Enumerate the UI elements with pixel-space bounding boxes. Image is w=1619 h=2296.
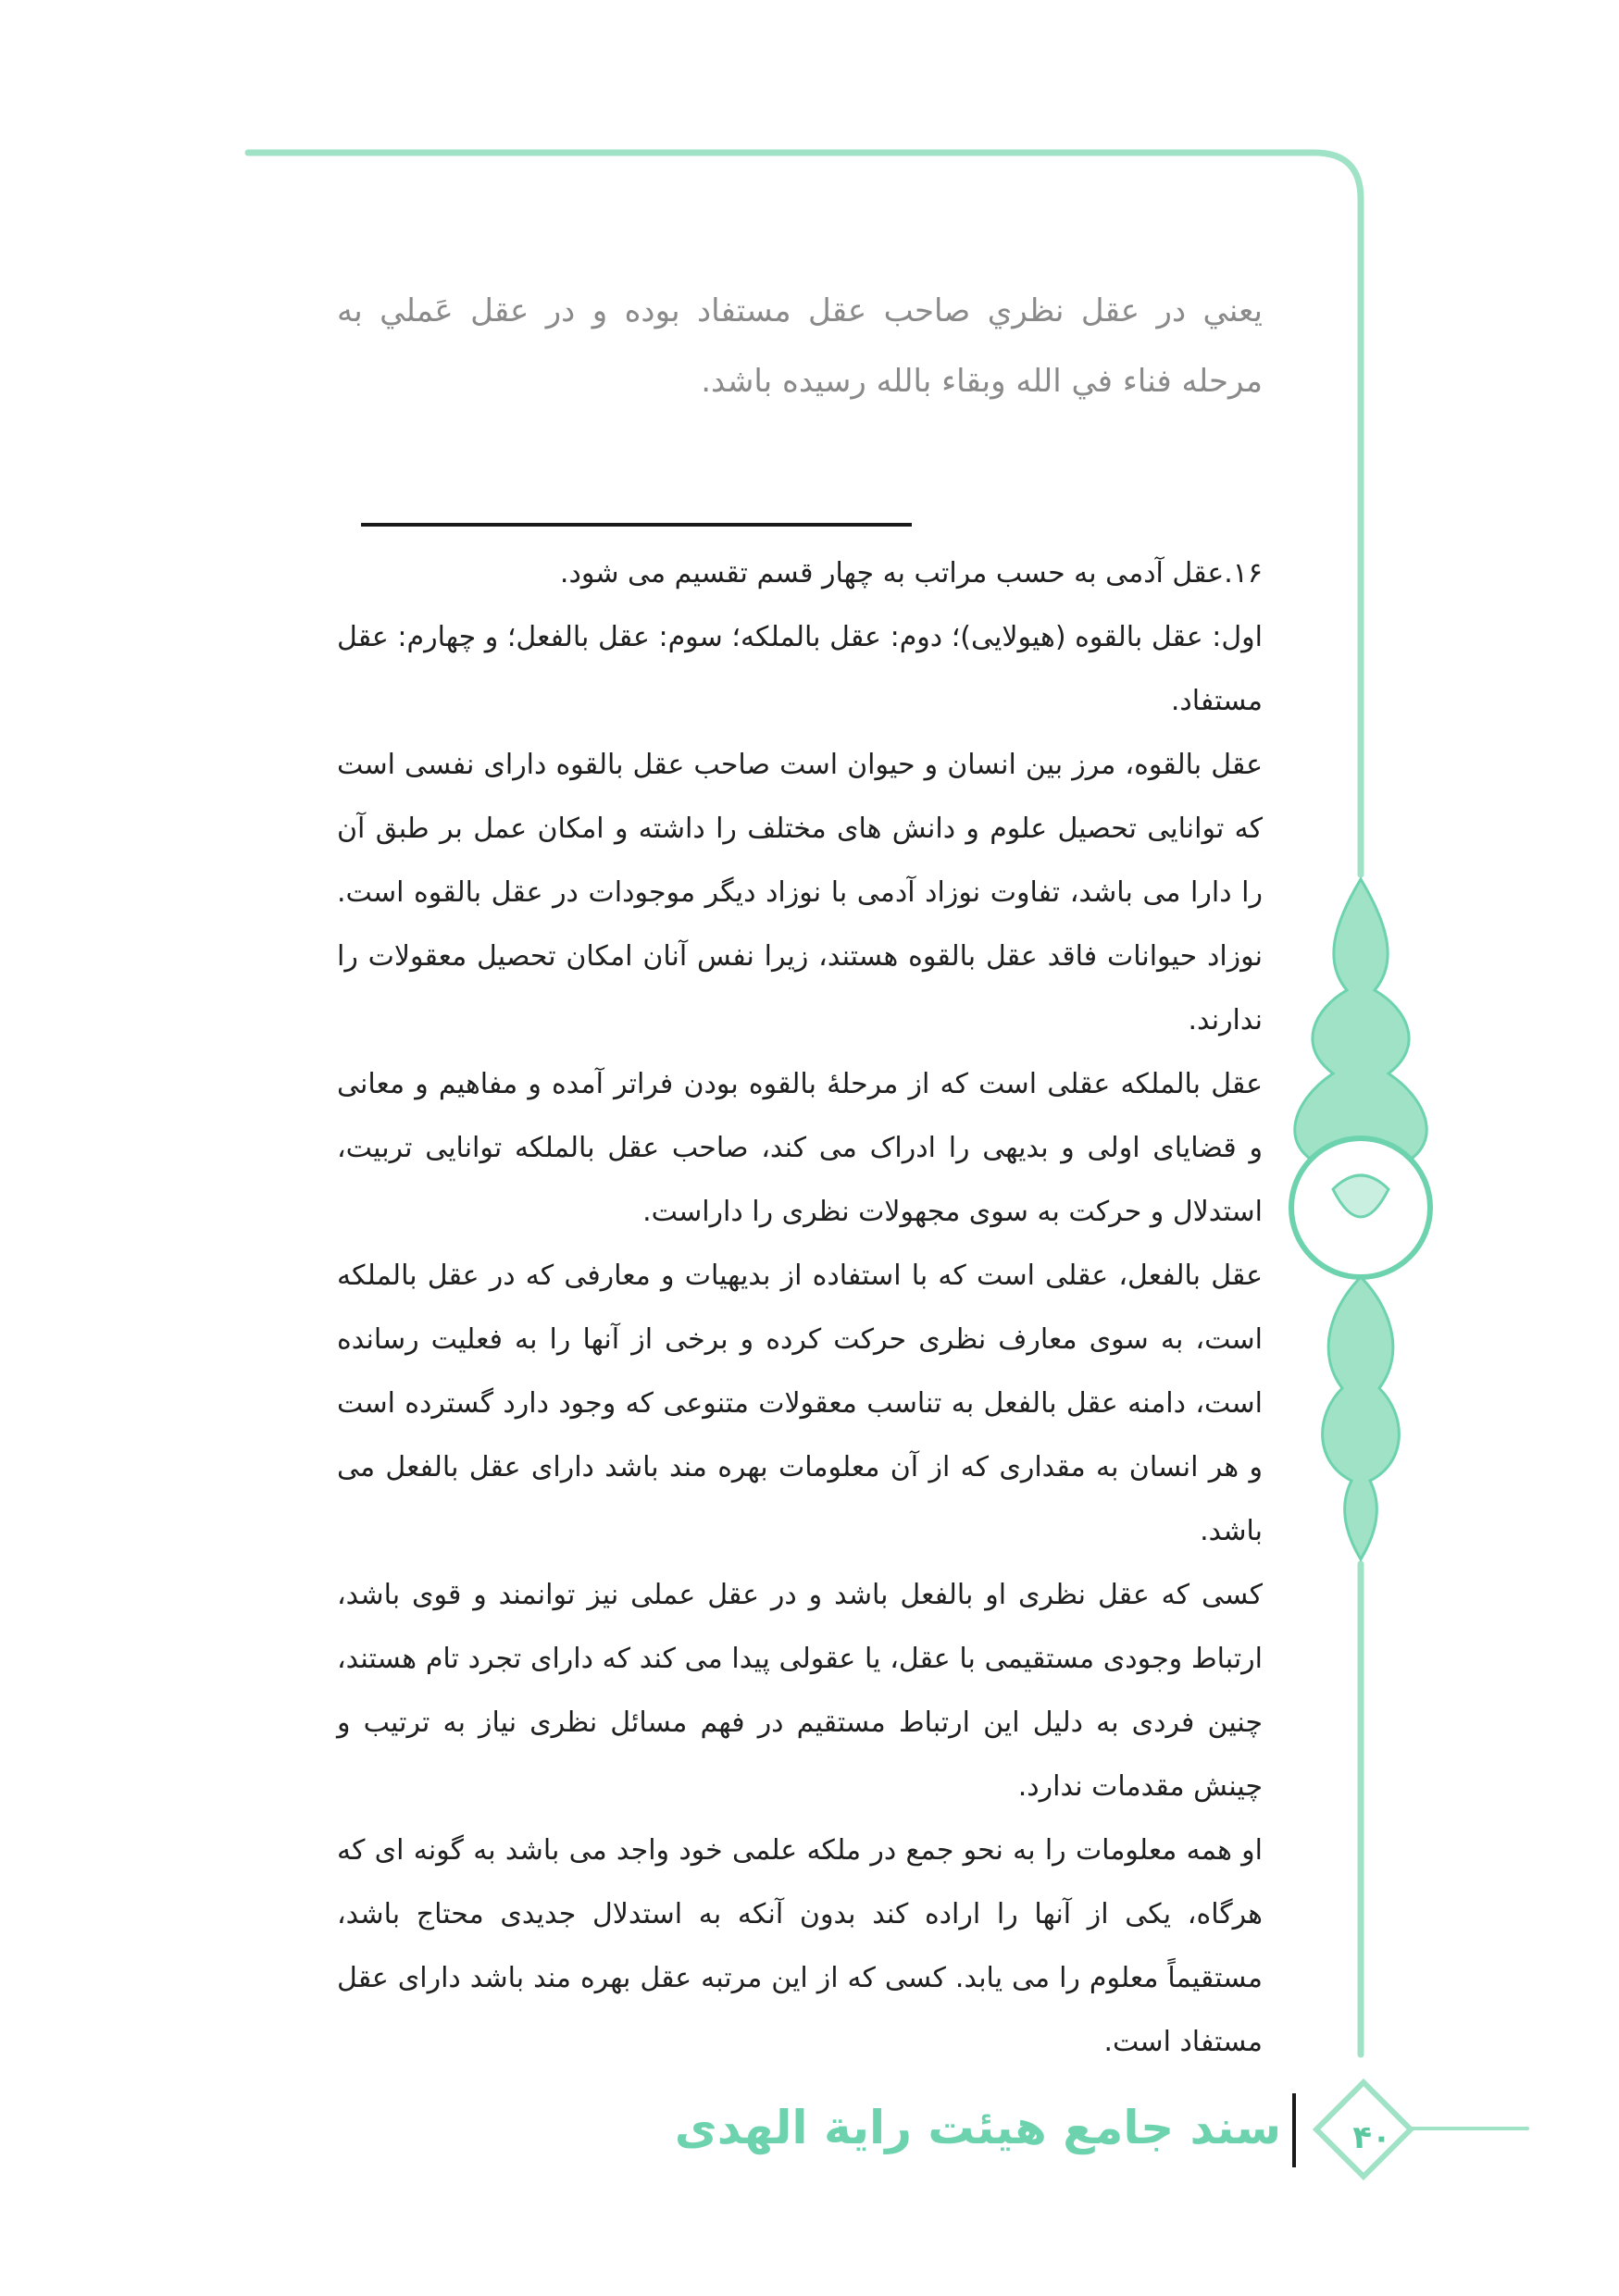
footnote-paragraph: عقل بالملکه عقلی است که از مرحلۀ بالقوه بودن فراتر آمده و مفاهیم و معانی و قضایای اولی و بدیهی را ادراک می کند، صاحب عقل بالملکه توانایی تربیت، استدلال و حرکت به سوی مجهولات نظری را داراست. — [337, 1068, 1263, 1228]
footnote-paragraph: ۱۶.عقل آدمی به حسب مراتب به چهار قسم تقسیم می شود. — [559, 557, 1263, 590]
footer-book-title: سند جامع هیئت رایة الهدی — [674, 2101, 1281, 2154]
body-text: يعني در عقل نظري صاحب عقل مستفاد بوده و در عقل عَملي به مرحله فناء في الله وبقاء بالله رسيده باشد. — [337, 292, 1263, 400]
ornament-icon — [1291, 879, 1430, 1559]
footnote-paragraph: عقل بالقوه، مرز بین انسان و حیوان است صاحب عقل بالقوه دارای نفسی است که توانایی تحصیل علوم و دانش های مختلف را داشته و امکان عمل بر طبق آن را دارا می باشد، تفاوت نوزاد آدمی با نوزاد دیگر موجودات در عقل بالقوه است. نوزاد حیوانات فاقد عقل بالقوه هستند، زیرا نفس آنان امکان تحصیل معقولات را ندارند. — [337, 749, 1263, 1036]
footnote-separator — [361, 523, 912, 527]
footnote-section — [337, 541, 1263, 2074]
footnote-paragraph: کسی که عقل نظری او بالفعل باشد و در عقل عملی نیز توانمند و قوی باشد، ارتباط وجودی مستقیمی با عقل، یا عقولی پیدا می کند که دارای تجرد تام هستند، چنین فردی به دلیل این ارتباط مستقیم در فهم مسائل نظری نیاز به ترتیب و چینش مقدمات ندارد. — [337, 1579, 1263, 1803]
footnote-paragraph: او همه معلومات را به نحو جمع در ملکه علمی خود واجد می باشد به گونه ای که هرگاه، یکی از آنها را اراده کند بدون آنکه به استدلال جدیدی محتاج باشد، مستقیماً معلوم را می یابد. کسی که از این مرتبه عقل بهره مند باشد دارای عقل مستفاد است. — [337, 1834, 1263, 2058]
footnote-paragraph: عقل بالفعل، عقلی است که با استفاده از بدیهیات و معارفی که در عقل بالملکه است، به سوی معارف نظری حرکت کرده و برخی از آنها را به فعلیت رسانده است، دامنه عقل بالفعل به تناسب معقولات متنوعی که وجود دارد گسترده است و هر انسان به مقداری که از آن معلومات بهره مند باشد دارای عقل بالفعل می باشد. — [337, 1260, 1263, 1547]
page-number: ۴۰ — [1352, 2119, 1391, 2156]
body-paragraph — [337, 276, 1263, 416]
footnote-paragraph: اول: عقل بالقوه (هیولایی)؛ دوم: عقل بالملکه؛ سوم: عقل بالفعل؛ و چهارم: عقل مستفاد. — [337, 621, 1263, 717]
